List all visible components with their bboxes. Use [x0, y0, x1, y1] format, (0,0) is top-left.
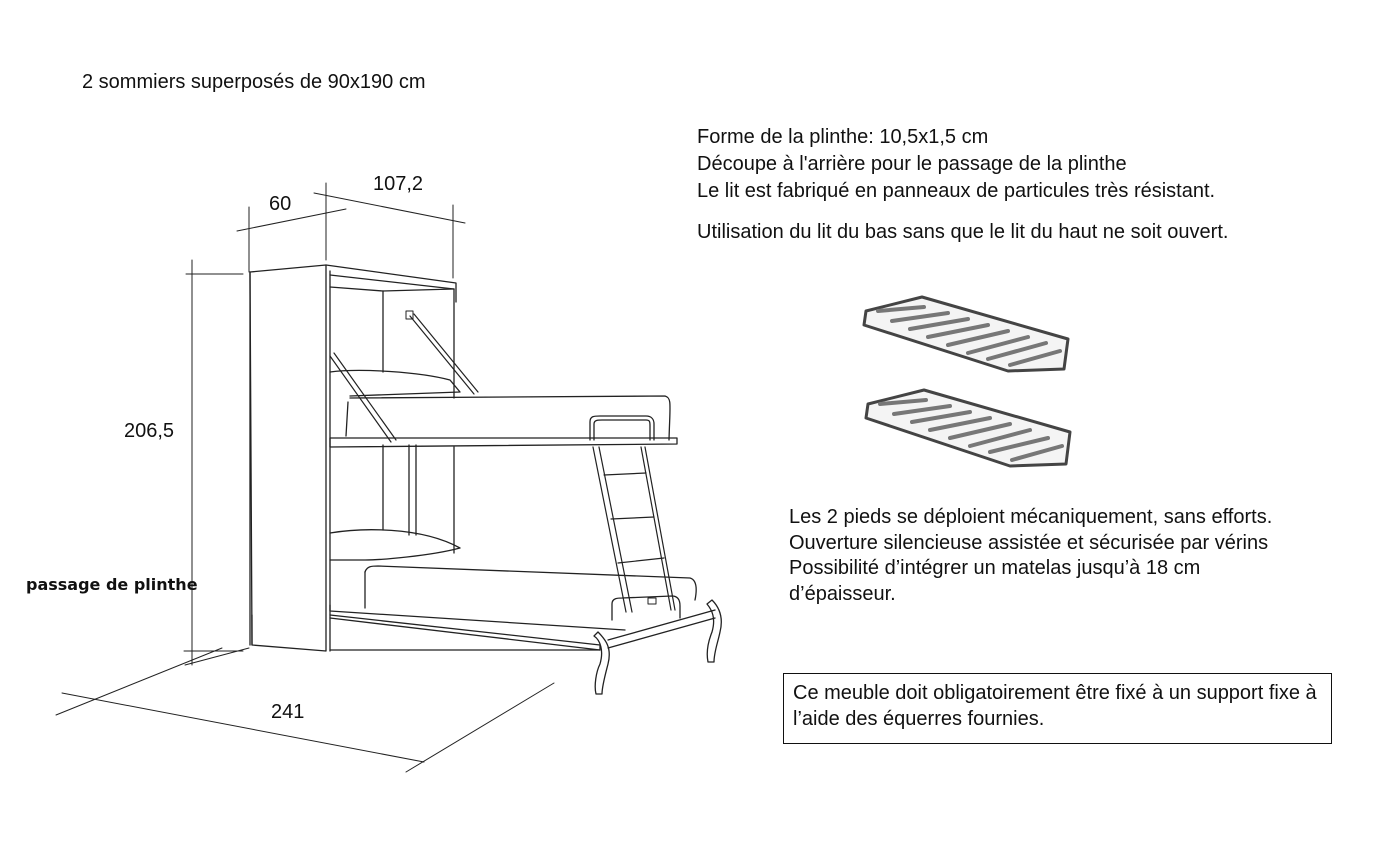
feature-legs: Les 2 pieds se déploient mécaniquement, sans efforts.	[789, 506, 1273, 528]
slatted-base-1	[864, 297, 1068, 371]
features-list	[789, 505, 1272, 607]
dimension-depth: 60	[269, 193, 292, 215]
lower-interior	[383, 445, 454, 553]
slatted-base-2	[866, 390, 1070, 466]
feature-mattress-cont: d’épaisseur.	[789, 582, 896, 605]
page-title: 2 sommiers superposés de 90x190 cm	[82, 71, 426, 93]
plinth-passage-label: passage de plinthe	[26, 575, 198, 594]
upper-bed	[330, 370, 677, 447]
feature-mattress: Possibilité d’intégrer un matelas jusqu’à 18 cm	[789, 557, 1201, 579]
feature-silent-opening: Ouverture silencieuse assistée et sécurisée par vérins	[789, 531, 1269, 554]
gas-struts	[330, 314, 478, 442]
spec-rear-cutout: Découpe à l'arrière pour le passage de la plinthe	[697, 153, 1127, 175]
dimension-open-length: 241	[271, 701, 305, 723]
spec-plinth-shape: Forme de la plinthe: 10,5x1,5 cm	[697, 126, 989, 148]
mounting-notice-box: Ce meuble doit obligatoirement être fixé à un support fixe à l’aide des équerres fournies.	[783, 673, 1332, 744]
lower-bed	[330, 530, 715, 650]
dimension-height: 206,5	[124, 420, 175, 442]
ladder	[593, 447, 675, 612]
dimension-width: 107,2	[373, 173, 424, 195]
dimension-lines	[56, 183, 554, 772]
cabinet	[250, 265, 456, 651]
spec-material: Le lit est fabriqué en panneaux de particules très résistant.	[697, 180, 1216, 202]
spec-lower-bed-usage: Utilisation du lit du bas sans que le lit du haut ne soit ouvert.	[697, 221, 1229, 243]
